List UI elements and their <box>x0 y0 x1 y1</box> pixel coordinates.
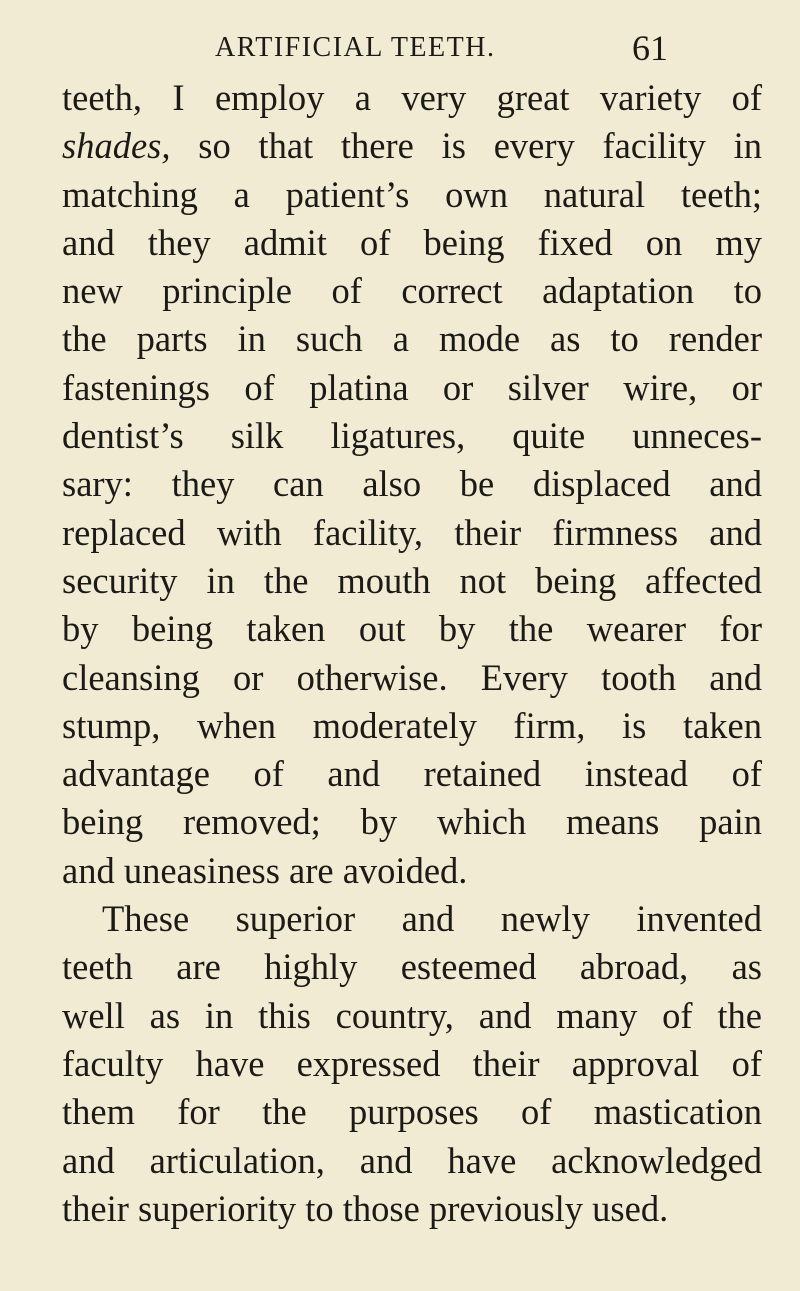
text-line: them for the purposes of mastication <box>62 1091 762 1133</box>
text-line: and uneasiness are avoided. <box>62 849 468 891</box>
text-line: stump, when moderately firm, is taken <box>62 704 762 746</box>
text-line: dentist’s silk ligatures, quite unneces- <box>62 415 762 457</box>
text-line: matching a patient’s own natural teeth; <box>62 173 762 215</box>
text-line: and they admit of being fixed on my <box>62 221 762 263</box>
text-line-paragraph-start: These superior and newly invented <box>102 898 762 940</box>
text-line: teeth, I employ a very great variety of <box>62 77 762 118</box>
text-line: faculty have expressed their approval of <box>62 1042 762 1084</box>
text-line: security in the mouth not being affected <box>62 559 762 601</box>
text-line: being removed; by which means pain <box>62 801 762 843</box>
text-line: fastenings of platina or silver wire, or <box>62 366 762 408</box>
text-line: teeth are highly esteemed abroad, as <box>62 946 762 988</box>
body-text <box>62 74 762 1233</box>
text-line: their superiority to those previously used. <box>62 1187 669 1229</box>
running-title: ARTIFICIAL TEETH. <box>215 32 496 63</box>
running-header <box>0 28 800 68</box>
text-line: sary: they can also be displaced and <box>62 463 762 505</box>
text-line: cleansing or otherwise. Every tooth and <box>62 656 762 698</box>
italic-word: shades, <box>62 125 171 167</box>
text-line <box>62 122 762 170</box>
text-line: the parts in such a mode as to render <box>62 318 762 360</box>
text-line: and articulation, and have acknowledged <box>62 1139 762 1181</box>
page-number: 61 <box>632 28 668 68</box>
text-line: advantage of and retained instead of <box>62 753 762 795</box>
text-line: replaced with facility, their firmness and <box>62 511 762 553</box>
text-line: new principle of correct adaptation to <box>62 270 762 312</box>
text-line: well as in this country, and many of the <box>62 994 762 1036</box>
text-line: by being taken out by the wearer for <box>62 608 762 650</box>
text-fragment: so that there is every facility in <box>198 125 763 167</box>
